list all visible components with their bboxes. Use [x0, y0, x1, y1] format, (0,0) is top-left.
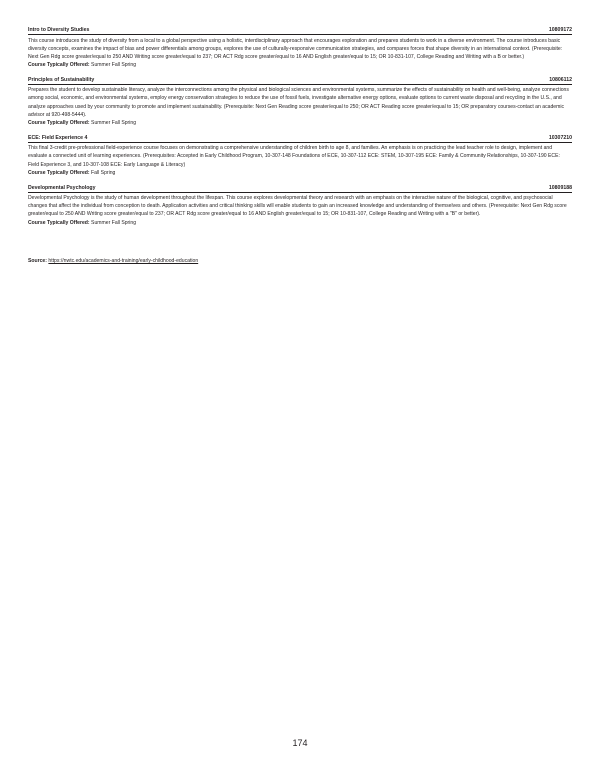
source-link[interactable]: https://nwtc.edu/academics-and-training/early-childhood-education: [48, 257, 199, 264]
page-number: 174: [292, 738, 308, 748]
course-description: This course introduces the study of diversity from a local to a global perspective using a holistic, interdisciplinary approach that encourages exploration and prepares students to work in a diverse environment. The course introduces basic diversity concepts, examines the impact of bias and power differentials among groups, explores the use of culturally-responsive communication strategies, and compares forces that shape diversity in an international context. (Prerequisite: Next Gen Rdg score greater/equal to 250 AND Writing score greater/equal to 237; OR ACT Rdg score greater/equal to 16 AND English greater/equal to 15; OR 10-831-107, College Reading and Writing with a B or better.): [28, 37, 563, 60]
offered-value: Fall Spring: [91, 169, 116, 176]
source-line: [28, 257, 572, 265]
course-entry: [28, 27, 572, 69]
course-entry: [28, 135, 572, 177]
offered-label: Course Typically Offered:: [28, 219, 90, 226]
offered-label: Course Typically Offered:: [28, 169, 90, 176]
course-title: Developmental Psychology: [28, 184, 96, 191]
course-offered: [28, 119, 572, 127]
course-entry: [28, 77, 572, 127]
course-number: 10307210: [548, 134, 572, 141]
course-number: 10809188: [548, 184, 572, 191]
offered-value: Summer Fall Spring: [91, 61, 137, 68]
offered-label: Course Typically Offered:: [28, 61, 90, 68]
course-description: Prepares the student to develop sustainable literacy, analyze the interconnections among the physical and biological sciences and environmental systems, summarize the effects of sustainability on health and well-being, analyze connections among social, economic, and environmental systems, employ energy conservation strategies to reduce the use of fossil fuels, investigate alternative energy options, evaluate options to current waste disposal and recycling in the U.S., and analyze approaches used by your community to promote and implement sustainability. (Prerequisite: Next Gen Reading score greater/equal to 250; OR ACT Reading score greater/equal to 15; OR preparatory courses-contact an academic advisor at 920-498-5444).: [28, 87, 569, 118]
course-header: [28, 135, 572, 143]
course-entry: [28, 185, 572, 227]
source-label: Source:: [28, 257, 47, 264]
course-description: Developmental Psychology is the study of human development throughout the lifespan. This course explores developmental theory and research with an emphasis on the interactive nature of the biological, cognitive, and psychosocial changes that affect the individual from conception to death. Application activities and critical thinking skills will enable students to gain an increased knowledge and understanding of themselves and others. (Prerequisite: Next Gen Rdg score greater/equal to 250 AND Writing score greater/equal to 237; OR ACT Rdg score greater/equal to 16 AND English greater/equal to 15; OR 10-831-107, College Reading and Writing with a "B" or better).: [28, 195, 567, 218]
course-offered: [28, 219, 572, 227]
course-list: [28, 27, 572, 265]
course-number: 10806112: [549, 76, 572, 83]
course-title: Intro to Diversity Studies: [28, 27, 90, 33]
offered-value: Summer Fall Spring: [91, 119, 137, 126]
offered-label: Course Typically Offered:: [28, 119, 90, 126]
course-header: [28, 27, 572, 35]
course-header: [28, 77, 572, 85]
course-header: [28, 185, 572, 193]
course-description: This final 3-credit pre-professional field-experience course focuses on demonstrating a comprehensive understanding of children birth to age 8, and families. An emphasis is on practicing the lead teacher role to design, implement and evaluate a connected unit of learning experiences. (Prerequisites: Accepted in Early Childhood Program, 10-307-148 Foundations of ECE, 10-307-112 ECE: STEM, 10-307-195 ECE: Family & Community Relationships, 10-307-190 ECE: Field Experience 3, and 10-307-108 ECE: Early Language & Literacy): [28, 145, 560, 168]
course-title: Principles of Sustainability: [28, 76, 95, 83]
course-offered: [28, 169, 572, 177]
course-title: ECE: Field Experience 4: [28, 134, 88, 141]
course-offered: [28, 61, 572, 69]
course-number: 10809172: [548, 27, 572, 33]
offered-value: Summer Fall Spring: [91, 219, 137, 226]
